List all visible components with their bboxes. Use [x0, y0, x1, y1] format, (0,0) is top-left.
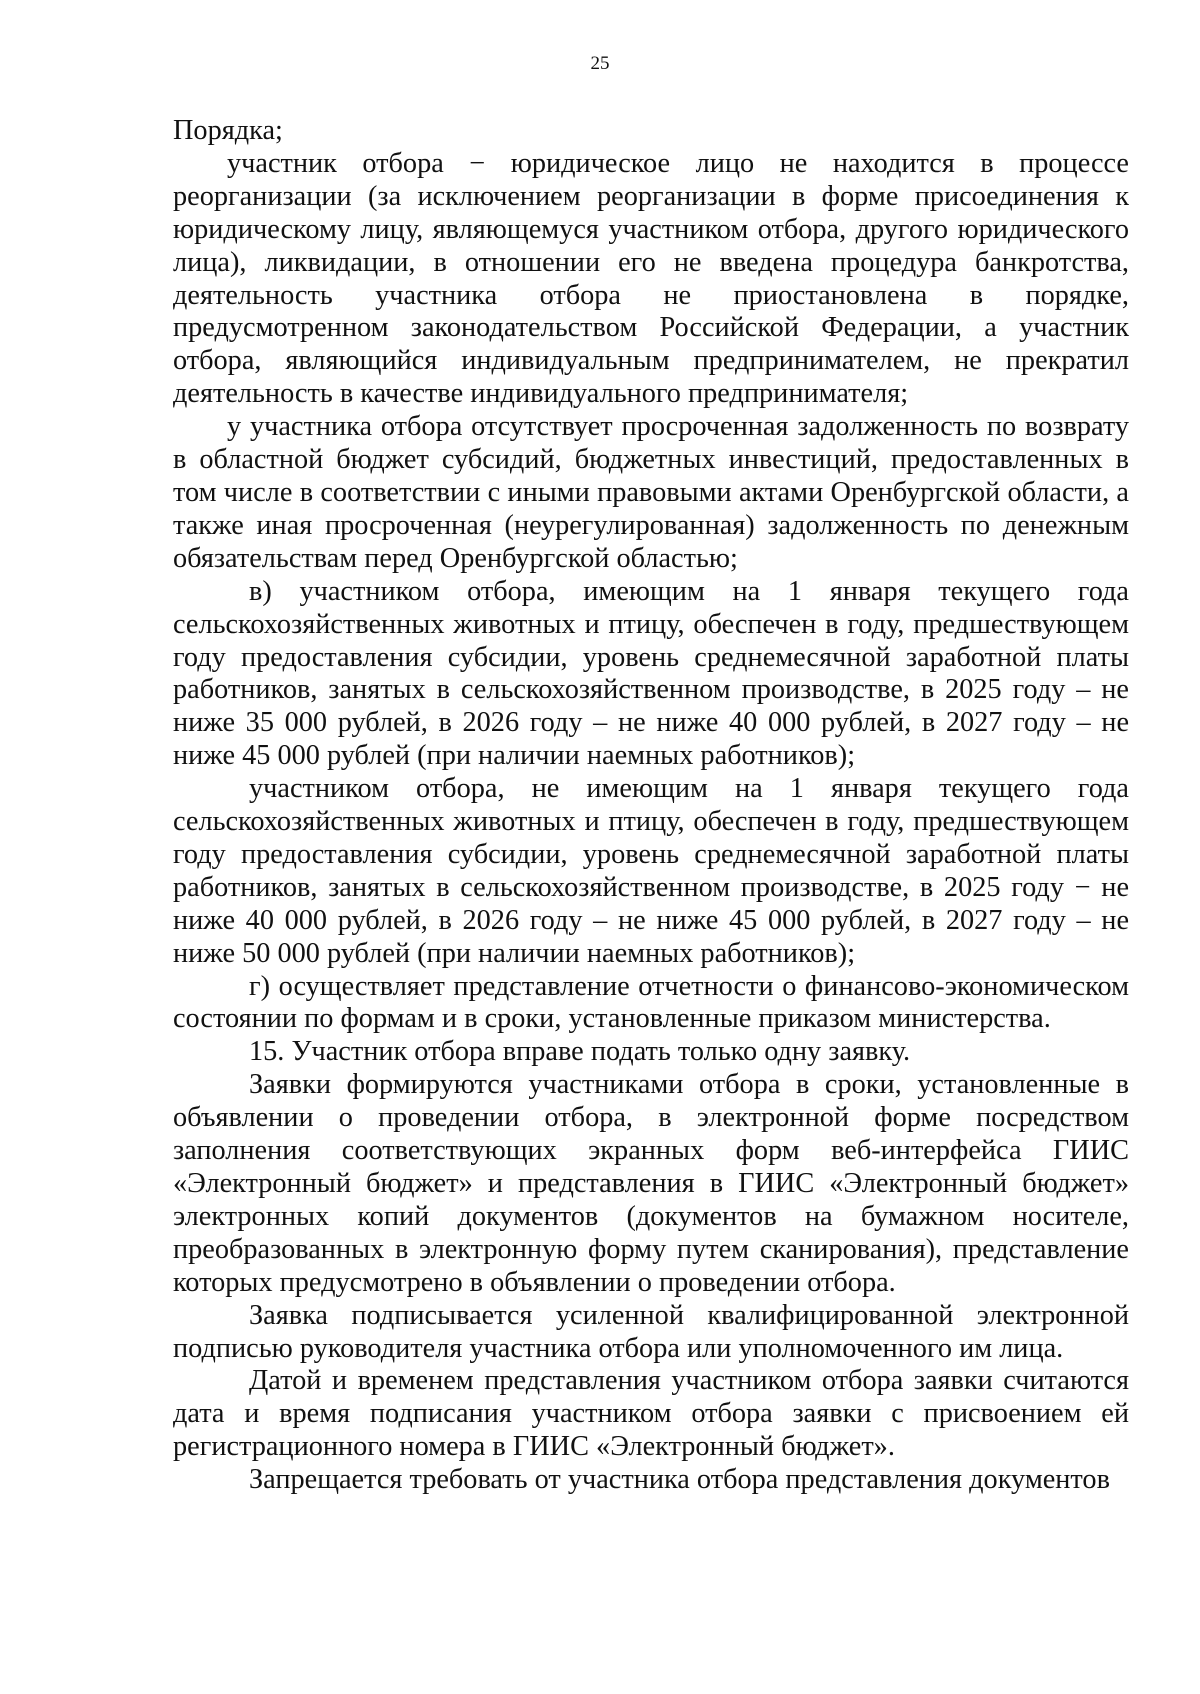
- paragraph: участником отбора, не имеющим на 1 января текущего года сельскохозяйственных животных и птицу, обеспечен в году, предшествующем году предоставления субсидии, уровень среднемесячной заработной платы работников, занятых в сельскохозяйственном производстве, в 2025 году − не ниже 40 000 рублей, в 2026 году – не ниже 45 000 рублей, в 2027 году – не ниже 50 000 рублей (при наличии наемных работников);: [173, 773, 1129, 969]
- paragraph: Порядка;: [173, 115, 283, 146]
- paragraph: Заявки формируются участниками отбора в сроки, установленные в объявлении о проведении отбора, в электронной форме посредством заполнения соответствующих экранных форм веб-интерфейса ГИИС «Электронный бюджет» и представления в ГИИС «Электронный бюджет» электронных копий документов (документов на бумажном носителе, преобразованных в электронную форму путем сканирования), представление которых предусмотрено в объявлении о проведении отбора.: [173, 1069, 1129, 1298]
- paragraph: участник отбора − юридическое лицо не находится в процессе реорганизации (за исключением реорганизации в форме присоединения к юридическому лицу, являющемуся участником отбора, другого юридического лица), ликвидации, в отношении его не введена процедура банкротства, деятельность участника отбора не приостановлена в порядке, предусмотренном законодательством Российской Федерации, а участник отбора, являющийся индивидуальным предпринимателем, не прекратил деятельность в качестве индивидуального предпринимателя;: [173, 147, 1129, 410]
- paragraph: Запрещается требовать от участника отбора представления документов: [249, 1464, 1110, 1496]
- document-body: [173, 115, 1129, 1497]
- paragraph: у участника отбора отсутствует просроченная задолженность по возврату в областной бюджет субсидий, бюджетных инвестиций, предоставленных в том числе в соответствии с иными правовыми актами Оренбургской области, а также иная просроченная (неурегулированная) задолженность по денежным обязательствам перед Оренбургской областью;: [173, 411, 1129, 574]
- paragraph: Датой и временем представления участником отбора заявки считаются дата и время подписания участником отбора заявки с присвоением ей регистрационного номера в ГИИС «Электронный бюджет».: [173, 1365, 1129, 1463]
- paragraph: в) участником отбора, имеющим на 1 января текущего года сельскохозяйственных животных и птицу, обеспечен в году, предшествующем году предоставления субсидии, уровень среднемесячной заработной платы работников, занятых в сельскохозяйственном производстве, в 2025 году – не ниже 35 000 рублей, в 2026 году – не ниже 40 000 рублей, в 2027 году – не ниже 45 000 рублей (при наличии наемных работников);: [173, 575, 1129, 772]
- paragraph: г) осуществляет представление отчетности о финансово-экономическом состоянии по формам и в сроки, установленные приказом министерства.: [173, 970, 1129, 1035]
- paragraph: 15. Участник отбора вправе подать только одну заявку.: [249, 1036, 911, 1068]
- page-number: 25: [590, 53, 610, 74]
- paragraph: Заявка подписывается усиленной квалифицированной электронной подписью руководителя участника отбора или уполномоченного им лица.: [173, 1299, 1129, 1364]
